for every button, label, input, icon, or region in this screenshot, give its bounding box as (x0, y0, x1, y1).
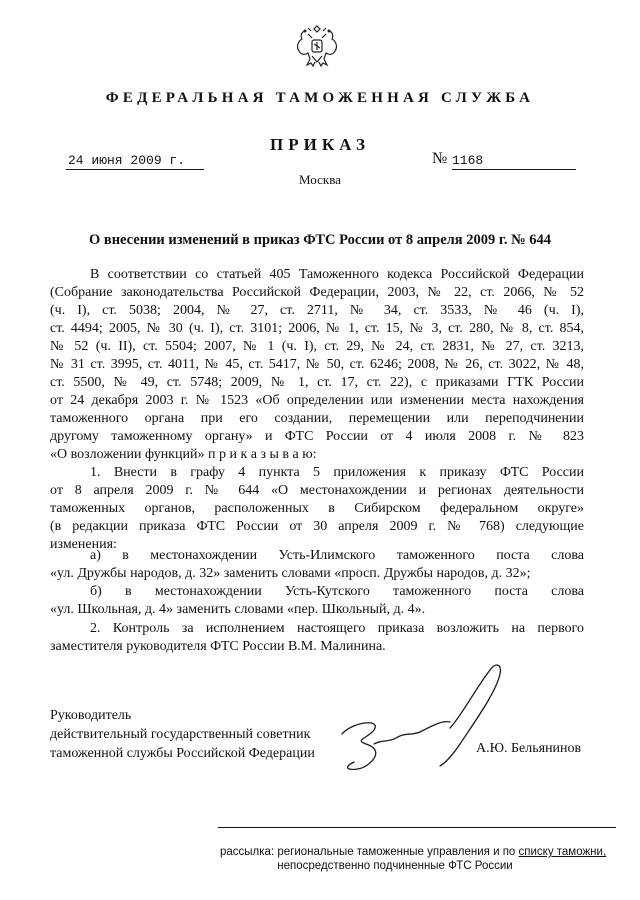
double-headed-eagle-icon (294, 22, 340, 72)
order-number: 1168 (452, 153, 576, 170)
text-line: другому таможенному органу» и ФТС России от 4 июля 2008 г. № 823 (50, 429, 584, 444)
text-line: таможенного органа при его создании, перемещении или переподчинении (50, 411, 584, 426)
agency-name: ФЕДЕРАЛЬНАЯ ТАМОЖЕННАЯ СЛУЖБА (105, 90, 535, 106)
position-line: Руководитель (50, 708, 132, 723)
text-line: от 24 декабря 2003 г. № 1523 «Об определении или изменении места нахождения (50, 393, 584, 408)
text-line: заместителя руководителя ФТС России В.М. Малинина. (50, 639, 386, 654)
signatory-name: А.Ю. Бельянинов (476, 741, 582, 756)
text-line: ст. 4494; 2005, № 30 (ч. I), ст. 3101; 2006, № 1, ст. 15, № 3, ст. 280, № 8, ст. 854, (50, 321, 584, 336)
text-line: (ч. I), ст. 5038; 2004, № 27, ст. 2711, № 34, ст. 3533, № 46 (ч. I), (50, 303, 584, 318)
text-line: от 8 апреля 2009 г. № 644 «О местонахождении и регионах деятельности (50, 483, 584, 498)
text-line: таможенных органов, расположенных в Сибирском федеральном округе» (50, 501, 584, 516)
distribution-underlined: списку таможни, (518, 846, 607, 858)
distribution-line-1 (220, 846, 606, 858)
item-1-paragraph (50, 464, 584, 554)
text-line: (в редакции приказа ФТС России от 30 апреля 2009 г. № 768) следующие (50, 519, 584, 534)
order-date: 24 июня 2009 г. (66, 153, 204, 170)
order-title: ПРИКАЗ (270, 135, 370, 154)
item-2-paragraph (50, 620, 584, 656)
text-line: «ул. Дружбы народов, д. 32» заменить словами «просп. Дружбы народов, д. 32»; (50, 566, 531, 581)
distribution-prefix: рассылка: региональные таможенные управления и по (220, 846, 519, 858)
city: Москва (299, 172, 341, 187)
divider (218, 827, 616, 828)
item-1b-paragraph (50, 583, 584, 619)
signatory-position (50, 706, 315, 763)
text-line: 1. Внести в графу 4 пункта 5 приложения к приказу ФТС России (90, 465, 584, 480)
text-line: «ул. Школьная, д. 4» заменить словами «пер. Школьный, д. 4». (50, 602, 426, 617)
text-line: изменения: (50, 537, 117, 552)
preamble-paragraph (50, 266, 584, 464)
distribution-line-2: непосредственно подчиненные ФТС России (277, 860, 513, 872)
text-line: а) в местонахождении Усть-Илимского таможенного поста слова (90, 548, 584, 563)
text-line: № 52 (ч. II), ст. 5504; 2007, № 1 (ч. I), ст. 29, № 24, ст. 2831, № 27, ст. 3213, (50, 339, 584, 354)
text-line: 2. Контроль за исполнением настоящего приказа возложить на первого (90, 621, 584, 636)
position-line: действительный государственный советник (50, 727, 311, 742)
text-line: ст. 5500, № 49, ст. 5748; 2009, № 1, ст. 17, ст. 22), с приказами ГТК России (50, 375, 584, 390)
order-number-label: № (432, 150, 448, 167)
document-heading: О внесении изменений в приказ ФТС России от 8 апреля 2009 г. № 644 (88, 232, 552, 248)
text-line: № 31 ст. 3995, ст. 4011, № 45, ст. 5417, № 50, ст. 6246; 2008, № 26, ст. 3022, № 48, (50, 357, 584, 372)
text-line: В соответствии со статьей 405 Таможенного кодекса Российской Федерации (90, 267, 584, 282)
item-1a-paragraph (50, 547, 584, 583)
position-line: таможенной службы Российской Федерации (50, 746, 315, 761)
text-line: «О возложении функций» п р и к а з ы в а ю: (50, 447, 317, 462)
text-line: (Собрание законодательства Российской Федерации, 2003, № 22, ст. 2066, № 52 (50, 285, 584, 300)
text-line: б) в местонахождении Усть-Кутского таможенного поста слова (90, 584, 584, 599)
